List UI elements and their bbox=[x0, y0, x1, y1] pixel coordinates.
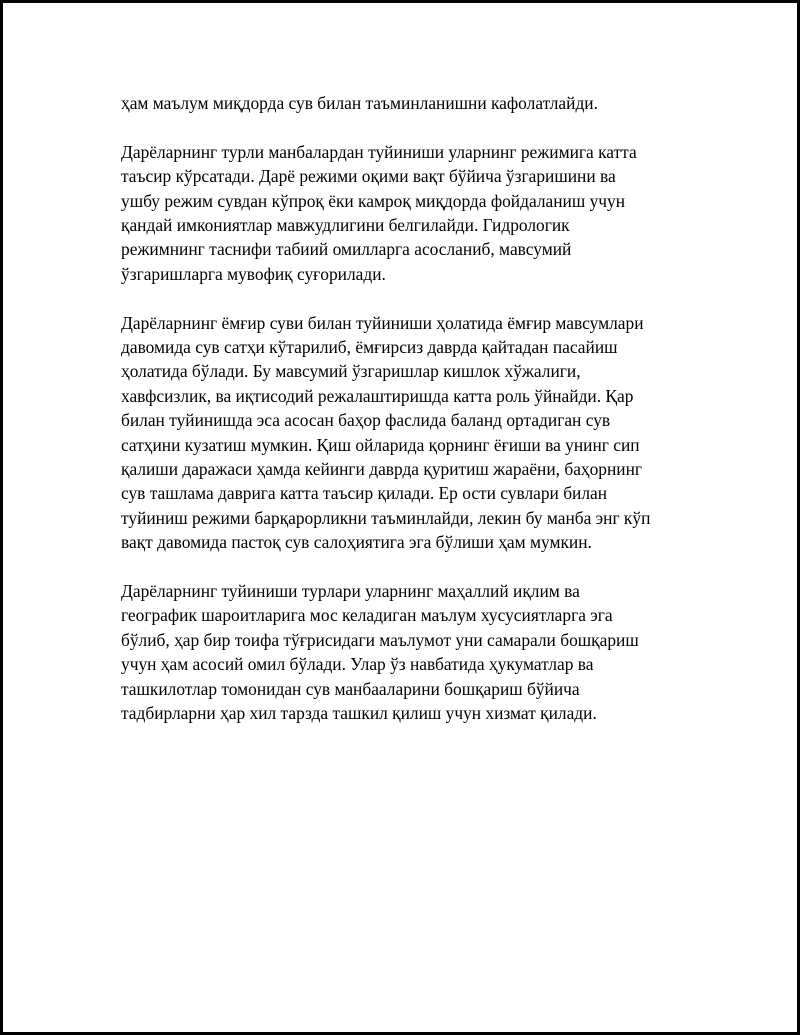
text-line: ҳам маълум миқдорда сув билан таъминланишни кафолатлайди. bbox=[121, 93, 598, 113]
paragraph-3 bbox=[121, 311, 691, 555]
text-line: Дарёларнинг туйиниши турлари уларнинг маҳаллий иқлим ва bbox=[121, 581, 580, 602]
text-line: вақт давомида пастоқ сув салоҳиятига эга бўлиши ҳам мумкин. bbox=[121, 532, 592, 553]
document-body bbox=[121, 91, 691, 750]
text-line: ушбу режим сувдан кўпроқ ёки камроқ миқдорда фойдаланиш учун bbox=[121, 190, 626, 211]
text-line: Дарёларнинг турли манбалардан туйиниши уларнинг режимига катта bbox=[121, 141, 637, 162]
text-line: қалиши даражаси ҳамда кейинги даврда қуритиш жараёни, баҳорнинг bbox=[121, 459, 643, 480]
text-line: Дарёларнинг ёмғир суви билан туйиниши ҳолатида ёмғир мавсумлари bbox=[121, 312, 644, 333]
text-line: тадбирларни ҳар хил тарзда ташкил қилиш учун хизмат қилади. bbox=[121, 703, 597, 724]
text-line: билан туйинишда эса асосан баҳор фаслида баланд ортадиган сув bbox=[121, 410, 611, 431]
paragraph-2 bbox=[121, 140, 691, 286]
text-line: ўзгаришларга мувофиқ суғорилади. bbox=[121, 263, 386, 284]
text-line: туйиниш режими барқарорликни таъминлайди, лекин бу манба энг кўп bbox=[121, 507, 651, 528]
text-line: сатҳини кузатиш мумкин. Қиш ойларида қорнинг ёғиши ва унинг сип bbox=[121, 434, 640, 455]
text-line: таъсир кўрсатади. Дарё режими оқими вақт бўйича ўзгаришини ва bbox=[121, 166, 616, 187]
text-line: учун ҳам асосий омил бўлади. Улар ўз навбатида ҳукуматлар ва bbox=[121, 654, 594, 675]
text-line: сув ташлама даврига катта таъсир қилади. Ер ости сувлари билан bbox=[121, 483, 608, 504]
text-line: давомида сув сатҳи кўтарилиб, ёмғирсиз даврда қайтадан пасайиш bbox=[121, 337, 618, 358]
paragraph-1 bbox=[121, 91, 691, 115]
text-line: қандай имкониятлар мавжудлигини белгилайди. Гидрологик bbox=[121, 215, 570, 236]
paragraph-4 bbox=[121, 579, 691, 725]
text-line: географик шароитларига мос келадиган маълум хусусиятларга эга bbox=[121, 605, 613, 626]
text-line: бўлиб, ҳар бир тоифа тўғрисидаги маълумот уни самарали бошқариш bbox=[121, 629, 639, 650]
text-line: хавфсизлик, ва иқтисодий режалаштиришда катта роль ўйнайди. Қар bbox=[121, 385, 634, 406]
text-line: ҳолатида бўлади. Бу мавсумий ўзгаришлар кишлок хўжалиги, bbox=[121, 361, 581, 382]
text-line: ташкилотлар томонидан сув манбааларини бошқариш бўйича bbox=[121, 678, 580, 699]
text-line: режимнинг таснифи табиий омилларга асосланиб, мавсумий bbox=[121, 239, 572, 260]
